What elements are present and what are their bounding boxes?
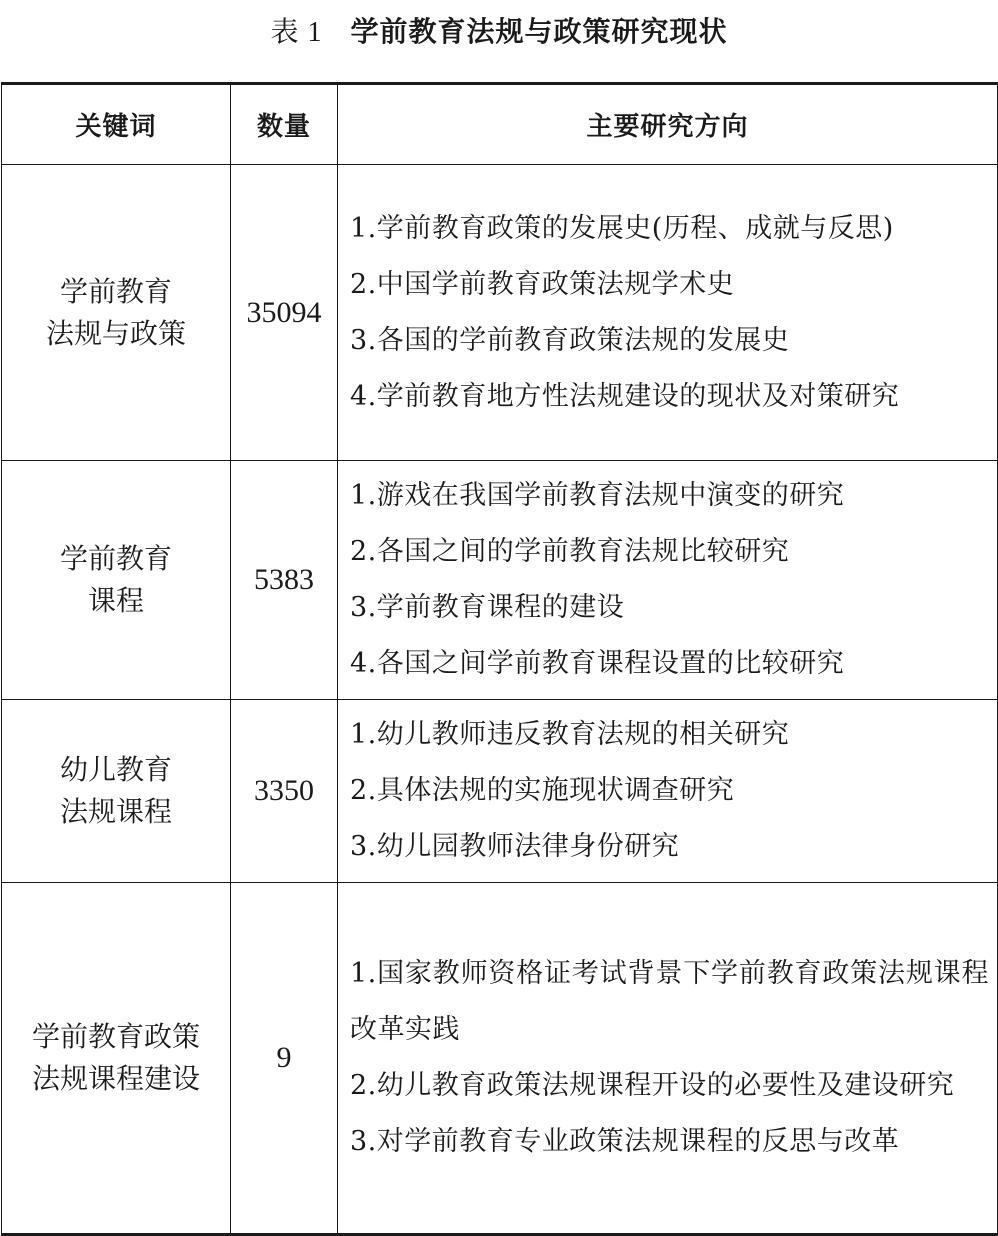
direction-item: 1.国家教师资格证考试背景下学前教育政策法规课程改革实践 bbox=[350, 958, 989, 1045]
direction-item: 1.学前教育政策的发展史(历程、成就与反思) bbox=[350, 212, 894, 244]
direction-item: 2.具体法规的实施现状调查研究 bbox=[350, 775, 735, 806]
table-title: 学前教育法规与政策研究现状 bbox=[350, 15, 728, 48]
keyword-line: 课程 bbox=[87, 584, 144, 617]
direction-cell bbox=[338, 883, 998, 1235]
keyword-cell bbox=[2, 883, 231, 1235]
count-cell: 9 bbox=[231, 883, 338, 1235]
direction-item: 3.学前教育课程的建设 bbox=[350, 592, 625, 623]
direction-item: 4.学前教育地方性法规建设的现状及对策研究 bbox=[350, 380, 900, 412]
direction-item: 1.游戏在我国学前教育法规中演变的研究 bbox=[350, 480, 845, 511]
header-research-direction: 主要研究方向 bbox=[338, 84, 998, 165]
header-keyword: 关键词 bbox=[2, 84, 231, 165]
table-row bbox=[2, 700, 998, 883]
count-cell: 35094 bbox=[231, 165, 338, 461]
keyword-line: 幼儿教育 bbox=[59, 753, 172, 786]
header-count: 数量 bbox=[231, 84, 338, 165]
keyword-line: 法规与政策 bbox=[45, 316, 186, 350]
table-row bbox=[2, 461, 998, 700]
keyword-line: 学前教育政策 bbox=[31, 1020, 200, 1053]
count-cell: 5383 bbox=[231, 461, 338, 700]
direction-cell bbox=[338, 700, 998, 883]
direction-item: 2.幼儿教育政策法规课程开设的必要性及建设研究 bbox=[350, 1070, 955, 1101]
keyword-cell bbox=[2, 461, 231, 700]
keyword-cell bbox=[2, 700, 231, 883]
keyword-cell bbox=[2, 165, 231, 461]
table-row bbox=[2, 883, 998, 1235]
direction-item: 1.幼儿教师违反教育法规的相关研究 bbox=[350, 719, 790, 750]
direction-item: 2.中国学前教育政策法规学术史 bbox=[350, 268, 735, 300]
direction-item: 2.各国之间的学前教育法规比较研究 bbox=[350, 536, 790, 567]
direction-cell bbox=[338, 461, 998, 700]
direction-item: 3.幼儿园教师法律身份研究 bbox=[350, 831, 680, 862]
direction-item: 4.各国之间学前教育课程设置的比较研究 bbox=[350, 648, 845, 679]
table-header-row bbox=[2, 84, 998, 165]
research-status-table bbox=[1, 82, 998, 1236]
keyword-line: 学前教育 bbox=[59, 274, 172, 308]
direction-item: 3.各国的学前教育政策法规的发展史 bbox=[350, 324, 790, 356]
keyword-line: 法规课程建设 bbox=[31, 1062, 200, 1095]
table-row bbox=[2, 165, 998, 461]
keyword-line: 法规课程 bbox=[59, 795, 172, 828]
table-number: 表 1 bbox=[270, 17, 323, 48]
direction-item: 3.对学前教育专业政策法规课程的反思与改革 bbox=[350, 1126, 900, 1157]
count-cell: 3350 bbox=[231, 700, 338, 883]
keyword-line: 学前教育 bbox=[59, 542, 172, 575]
table-caption bbox=[0, 10, 998, 55]
direction-cell bbox=[338, 165, 998, 461]
